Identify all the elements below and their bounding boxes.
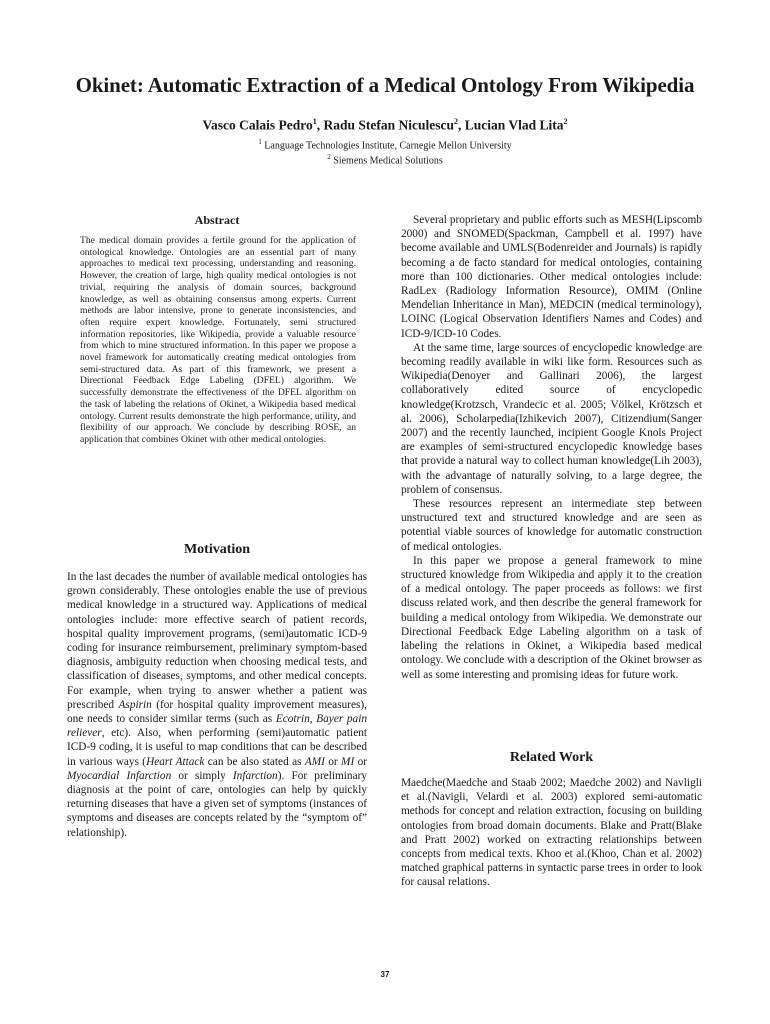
motivation-paragraph xyxy=(67,570,367,840)
page-number: 37 xyxy=(380,970,390,979)
text-run: (for hospital quality improvement measures), one needs to consider similar terms (such as xyxy=(67,698,368,726)
author-name: Vasco Calais Pedro xyxy=(202,117,313,133)
text-run: or xyxy=(354,755,367,768)
affiliation-mark: 1 xyxy=(258,138,262,146)
author-name: Lucian Vlad Lita xyxy=(464,117,564,133)
affiliation-text: Siemens Medical Solutions xyxy=(330,155,443,167)
text-run: ). For preliminary diagnosis at the point of care, ontologies can help by quickly returning diseases that have a given set of symptoms (instances of symptoms and diseases are concepts related by the “symptom of” relationship). xyxy=(67,769,368,839)
italic-term: Heart Attack xyxy=(146,755,205,768)
text-run: , xyxy=(309,713,317,726)
italic-term: Bayer pain reliever xyxy=(67,713,367,740)
italic-term: AMI xyxy=(304,755,325,768)
author-affiliation-mark: 1 xyxy=(312,117,317,126)
motivation-heading: Motivation xyxy=(183,542,251,557)
italic-term: Myocardial Infarction xyxy=(67,769,172,782)
introduction-text xyxy=(401,213,702,682)
italic-term: Infarction xyxy=(232,769,278,782)
italic-term: Aspirin xyxy=(118,698,152,711)
intro-paragraph: At the same time, large sources of encyclopedic knowledge are becoming readily available in wiki like form. Resources such as Wikipedia(Denoyer and Gallinari 2006), the largest collaboratively edited source of encyclopedic knowledge(Krotzsch, Vrandecic et al. 2005; Völkel, Krötzsch et al. 2006), Scholarpedia(Izhikevich 2007), Citizendium(Sanger 2007) and the recently launched, incipient Google Knols Project are examples of semi-structured encyclopedic knowledge bases that provide a natural way to collect human knowledge(Lih 2003), with the advantage of naturally solving, to a large degree, the problem of consensus. xyxy=(401,341,702,496)
author-affiliation-mark: 2 xyxy=(563,117,568,126)
affiliation xyxy=(0,153,770,166)
intro-paragraph: These resources represent an intermediate step between unstructured text and structured knowledge and are seen as potential viable sources of knowledge for automatic construction of medical ontologies. xyxy=(401,498,702,553)
intro-paragraph: Several proprietary and public efforts such as MESH(Lipscomb 2000) and SNOMED(Spackman, Campbell et al. 1997) have become available and UMLS(Bodenreider and Journals) is rapidly becoming a de facto standard for medical ontologies, containing more than 100 dictionaries. Other medical ontologies include: RadLex (Radiology Information Resource), OMIM (Online Mendelian Inheritance in Man), MEDCIN (medical terminology), LOINC (Logical Observation Identifiers Names and Codes) and ICD-9/ICD-10 Codes. xyxy=(401,214,702,340)
text-run: or xyxy=(324,755,342,768)
text-run: In the last decades the number of available medical ontologies has grown considerably. These ontologies enable the use of previous medical knowledge in a structured way. Applications of medical ontologies include: more effective search of patient records, hospital quality improvement programs, (semi)automatic ICD-9 coding for insurance reimbursement, preliminary symptom-based diagnosis, ambiguity reduction when choosing medical tests, and classification of diseases, symptoms, and other medical concepts. For example, when trying to answer whether a patient was prescribed xyxy=(67,571,367,711)
related-work-heading: Related Work xyxy=(509,750,594,765)
author-list xyxy=(0,117,770,134)
abstract-heading: Abstract xyxy=(194,213,240,227)
affiliation-mark: 2 xyxy=(327,153,331,161)
italic-term: MI xyxy=(341,755,355,768)
paper-title: Okinet: Automatic Extraction of a Medical Ontology From Wikipedia xyxy=(75,73,695,97)
text-run: , etc). Also, when performing (semi)automatic patient ICD-9 coding, it is useful to map conditions that can be described in various ways ( xyxy=(67,727,367,768)
affiliation xyxy=(0,138,770,151)
related-work-text: Maedche(Maedche and Staab 2002; Maedche 2002) and Navligli et al.(Navigli, Velardi et al. 2003) explored semi-automatic methods for concept and relation extraction, focusing on building ontologies from broad domain documents. Blake and Pratt(Blake and Pratt 2002) worked on extracting relationships between concepts from medical texts. Khoo et al.(Khoo, Chan et al. 2002) matched graphical patterns in syntactic parse trees in order to look for causal relations. xyxy=(401,777,702,889)
intro-paragraph: In this paper we propose a general framework to mine structured knowledge from Wikipedia and apply it to the creation of a medical ontology. The paper proceeds as follows: we first discuss related work, and then describe the general framework for building a medical ontology from Wikipedia. We demonstrate our Directional Feedback Edge Labeling algorithm on a task of labeling the relations in Okinet, a Wikipedia based medical ontology. We conclude with a description of the Okinet browser as well as some interesting and promising ideas for future work. xyxy=(401,554,702,681)
abstract-text: The medical domain provides a fertile ground for the application of ontological knowledge. Ontologies are an essential part of many approaches to medical text processing, understanding and reasoning. However, the creation of large, high quality medical ontologies is not trivial, requiring the analysis of domain sources, background knowledge, as well as obtaining consensus among experts. Current methods are labor intensive, prone to generate inconsistencies, and often require expert knowledge. Fortunately, semi structured information repositories, like Wikipedia, provide a valuable resource from which to mine structured information. In this paper we propose a novel framework for automatically creating medical ontologies from semi-structured data. As part of this framework, we present a Directional Feedback Edge Labeling (DFEL) algorithm. We successfully demonstrate the effectiveness of the DFEL algorithm on the task of labeling the relations of Okinet, a Wikipedia based medical ontology. Current results demonstrate the high performance, utility, and flexibility of our approach. We conclude by describing ROSE, an application that combines Okinet with other medical ontologies. xyxy=(80,235,356,445)
text-run: can be also stated as xyxy=(204,755,305,768)
text-run: or simply xyxy=(171,769,233,782)
affiliation-text: Language Technologies Institute, Carnegie Mellon University xyxy=(261,140,512,152)
author-name: Radu Stefan Niculescu xyxy=(323,117,454,133)
author-affiliation-mark: 2 xyxy=(454,117,458,126)
author-separator: , xyxy=(316,117,324,133)
italic-term: Ecotrin xyxy=(275,713,310,726)
author-separator: , xyxy=(458,117,465,133)
